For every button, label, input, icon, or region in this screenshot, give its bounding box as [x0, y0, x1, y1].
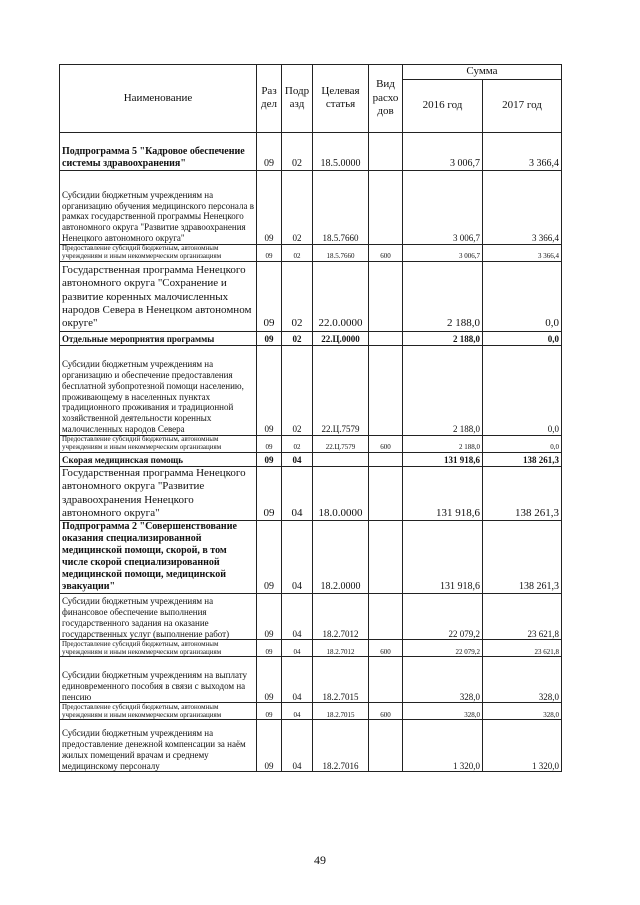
row-vid — [369, 331, 403, 345]
row-sum-2017: 138 261,3 — [483, 452, 562, 466]
table-row — [60, 452, 562, 466]
table-row — [60, 521, 562, 594]
row-sum-2016: 131 918,6 — [403, 521, 483, 594]
row-podrazdel: 04 — [282, 720, 313, 772]
row-sum-2016: 3 006,7 — [403, 170, 483, 244]
row-sum-2016: 1 320,0 — [403, 720, 483, 772]
row-vid — [369, 452, 403, 466]
row-razdel: 09 — [257, 594, 282, 640]
row-sum-2017: 0,0 — [483, 261, 562, 331]
row-podrazdel: 02 — [282, 244, 313, 261]
row-celevaya: 18.5.7660 — [313, 170, 369, 244]
row-sum-2016: 2 188,0 — [403, 331, 483, 345]
row-razdel: 09 — [257, 331, 282, 345]
row-celevaya: 18.2.7015 — [313, 657, 369, 703]
row-sum-2016: 131 918,6 — [403, 466, 483, 521]
row-name: Государственная программа Ненецкого автономного округа "Развитие здравоохранения Ненецкого автономного округа" — [60, 466, 257, 521]
row-sum-2016: 2 188,0 — [403, 261, 483, 331]
row-sum-2017: 0,0 — [483, 435, 562, 452]
row-podrazdel: 02 — [282, 345, 313, 435]
row-sum-2017: 3 366,4 — [483, 170, 562, 244]
row-razdel: 09 — [257, 261, 282, 331]
table-row — [60, 170, 562, 244]
row-name: Предоставление субсидий бюджетным, автономным учреждениям и иным некоммерческим организациям — [60, 640, 257, 657]
table-row — [60, 466, 562, 521]
row-podrazdel: 04 — [282, 452, 313, 466]
row-vid — [369, 657, 403, 703]
row-name: Подпрограмма 5 "Кадровое обеспечение системы здравоохранения" — [60, 132, 257, 170]
row-sum-2017: 23 621,8 — [483, 640, 562, 657]
row-sum-2016: 328,0 — [403, 657, 483, 703]
table-row — [60, 331, 562, 345]
row-name: Подпрограмма 2 "Совершенствование оказания специализированной медицинской помощи, скорой, в том числе скорой специализированной медицинской помощи, медицинской эвакуации" — [60, 521, 257, 594]
row-razdel: 09 — [257, 132, 282, 170]
row-razdel: 09 — [257, 345, 282, 435]
row-razdel: 09 — [257, 521, 282, 594]
row-sum-2016: 3 006,7 — [403, 132, 483, 170]
row-celevaya: 18.2.7015 — [313, 703, 369, 720]
row-podrazdel: 04 — [282, 657, 313, 703]
row-sum-2016: 131 918,6 — [403, 452, 483, 466]
header-name: Наименование — [60, 65, 257, 133]
row-celevaya: 18.5.7660 — [313, 244, 369, 261]
row-name: Субсидии бюджетным учреждениям на финансовое обеспечение выполнения государственного задания на оказание государственных услуг (выполнение работ) — [60, 594, 257, 640]
row-celevaya: 22.Ц.7579 — [313, 345, 369, 435]
row-podrazdel: 02 — [282, 170, 313, 244]
table-row — [60, 703, 562, 720]
row-sum-2017: 23 621,8 — [483, 594, 562, 640]
row-celevaya: 18.0.0000 — [313, 466, 369, 521]
table-header — [60, 65, 562, 133]
row-sum-2016: 2 188,0 — [403, 435, 483, 452]
row-sum-2016: 328,0 — [403, 703, 483, 720]
header-vid: Вид расхо дов — [369, 65, 403, 133]
row-sum-2017: 138 261,3 — [483, 521, 562, 594]
row-vid — [369, 466, 403, 521]
row-name: Субсидии бюджетным учреждениям на предоставление денежной компенсации за наём жилых помещений врачам и среднему медицинскому персоналу — [60, 720, 257, 772]
row-celevaya: 22.Ц.7579 — [313, 435, 369, 452]
row-razdel: 09 — [257, 452, 282, 466]
row-sum-2017: 138 261,3 — [483, 466, 562, 521]
row-name: Отдельные мероприятия программы — [60, 331, 257, 345]
budget-table — [59, 64, 562, 772]
table-row — [60, 720, 562, 772]
row-vid — [369, 132, 403, 170]
row-name: Субсидии бюджетным учреждениям на организацию обучения медицинского персонала в рамках государственной программы Ненецкого автономного округа "Развитие здравоохранения Ненецкого автономного округа" — [60, 170, 257, 244]
row-name: Государственная программа Ненецкого автономного округа "Сохранение и развитие коренных малочисленных народов Севера в Ненецком автономном округе" — [60, 261, 257, 331]
row-vid: 600 — [369, 435, 403, 452]
row-podrazdel: 04 — [282, 640, 313, 657]
row-vid — [369, 170, 403, 244]
row-celevaya: 22.0.0000 — [313, 261, 369, 331]
row-vid: 600 — [369, 244, 403, 261]
header-year-2016: 2016 год — [403, 79, 483, 132]
row-podrazdel: 02 — [282, 261, 313, 331]
row-podrazdel: 02 — [282, 435, 313, 452]
row-razdel: 09 — [257, 703, 282, 720]
row-razdel: 09 — [257, 435, 282, 452]
row-sum-2016: 3 006,7 — [403, 244, 483, 261]
table-row — [60, 435, 562, 452]
row-podrazdel: 02 — [282, 132, 313, 170]
row-razdel: 09 — [257, 720, 282, 772]
row-vid: 600 — [369, 640, 403, 657]
row-podrazdel: 04 — [282, 521, 313, 594]
row-podrazdel: 04 — [282, 703, 313, 720]
header-razdel: Раз дел — [257, 65, 282, 133]
table-row — [60, 640, 562, 657]
row-razdel: 09 — [257, 244, 282, 261]
row-sum-2017: 0,0 — [483, 331, 562, 345]
row-podrazdel: 04 — [282, 466, 313, 521]
table-row — [60, 657, 562, 703]
row-razdel: 09 — [257, 657, 282, 703]
page-number: 49 — [314, 853, 326, 867]
row-celevaya: 18.2.7012 — [313, 640, 369, 657]
row-celevaya: 18.2.7016 — [313, 720, 369, 772]
row-name: Субсидии бюджетным учреждениям на выплату единовременного пособия в связи с выходом на пенсию — [60, 657, 257, 703]
row-sum-2017: 328,0 — [483, 657, 562, 703]
row-vid — [369, 521, 403, 594]
header-year-2017: 2017 год — [483, 79, 562, 132]
table-row — [60, 594, 562, 640]
row-name: Предоставление субсидий бюджетным, автономным учреждениям и иным некоммерческим организациям — [60, 703, 257, 720]
row-vid — [369, 594, 403, 640]
row-vid — [369, 261, 403, 331]
row-sum-2017: 3 366,4 — [483, 244, 562, 261]
table-row — [60, 261, 562, 331]
row-celevaya: 18.2.0000 — [313, 521, 369, 594]
row-celevaya: 22.Ц.0000 — [313, 331, 369, 345]
row-sum-2017: 0,0 — [483, 345, 562, 435]
row-sum-2016: 22 079,2 — [403, 640, 483, 657]
row-vid — [369, 345, 403, 435]
header-celevaya: Целевая статья — [313, 65, 369, 133]
row-name: Предоставление субсидий бюджетным, автономным учреждениям и иным некоммерческим организациям — [60, 244, 257, 261]
row-sum-2017: 3 366,4 — [483, 132, 562, 170]
row-celevaya: 18.2.7012 — [313, 594, 369, 640]
row-razdel: 09 — [257, 170, 282, 244]
table-row — [60, 132, 562, 170]
header-podrazdel: Подр азд — [282, 65, 313, 133]
row-podrazdel: 02 — [282, 331, 313, 345]
row-razdel: 09 — [257, 466, 282, 521]
row-name: Скорая медицинская помощь — [60, 452, 257, 466]
row-celevaya — [313, 452, 369, 466]
row-razdel: 09 — [257, 640, 282, 657]
row-sum-2016: 22 079,2 — [403, 594, 483, 640]
row-name: Предоставление субсидий бюджетным, автономным учреждениям и иным некоммерческим организациям — [60, 435, 257, 452]
row-sum-2016: 2 188,0 — [403, 345, 483, 435]
row-sum-2017: 328,0 — [483, 703, 562, 720]
table-body — [60, 132, 562, 772]
row-name: Субсидии бюджетным учреждениям на организацию и обеспечение предоставления бесплатной зубопротезной помощи населению, проживающему в населенных пунктах традиционного проживания и традиционной хозяйственной деятельности коренных малочисленных народов Севера — [60, 345, 257, 435]
table-row — [60, 244, 562, 261]
row-vid — [369, 720, 403, 772]
table-row — [60, 345, 562, 435]
row-podrazdel: 04 — [282, 594, 313, 640]
header-summa: Сумма — [403, 65, 562, 80]
row-sum-2017: 1 320,0 — [483, 720, 562, 772]
row-celevaya: 18.5.0000 — [313, 132, 369, 170]
row-vid: 600 — [369, 703, 403, 720]
